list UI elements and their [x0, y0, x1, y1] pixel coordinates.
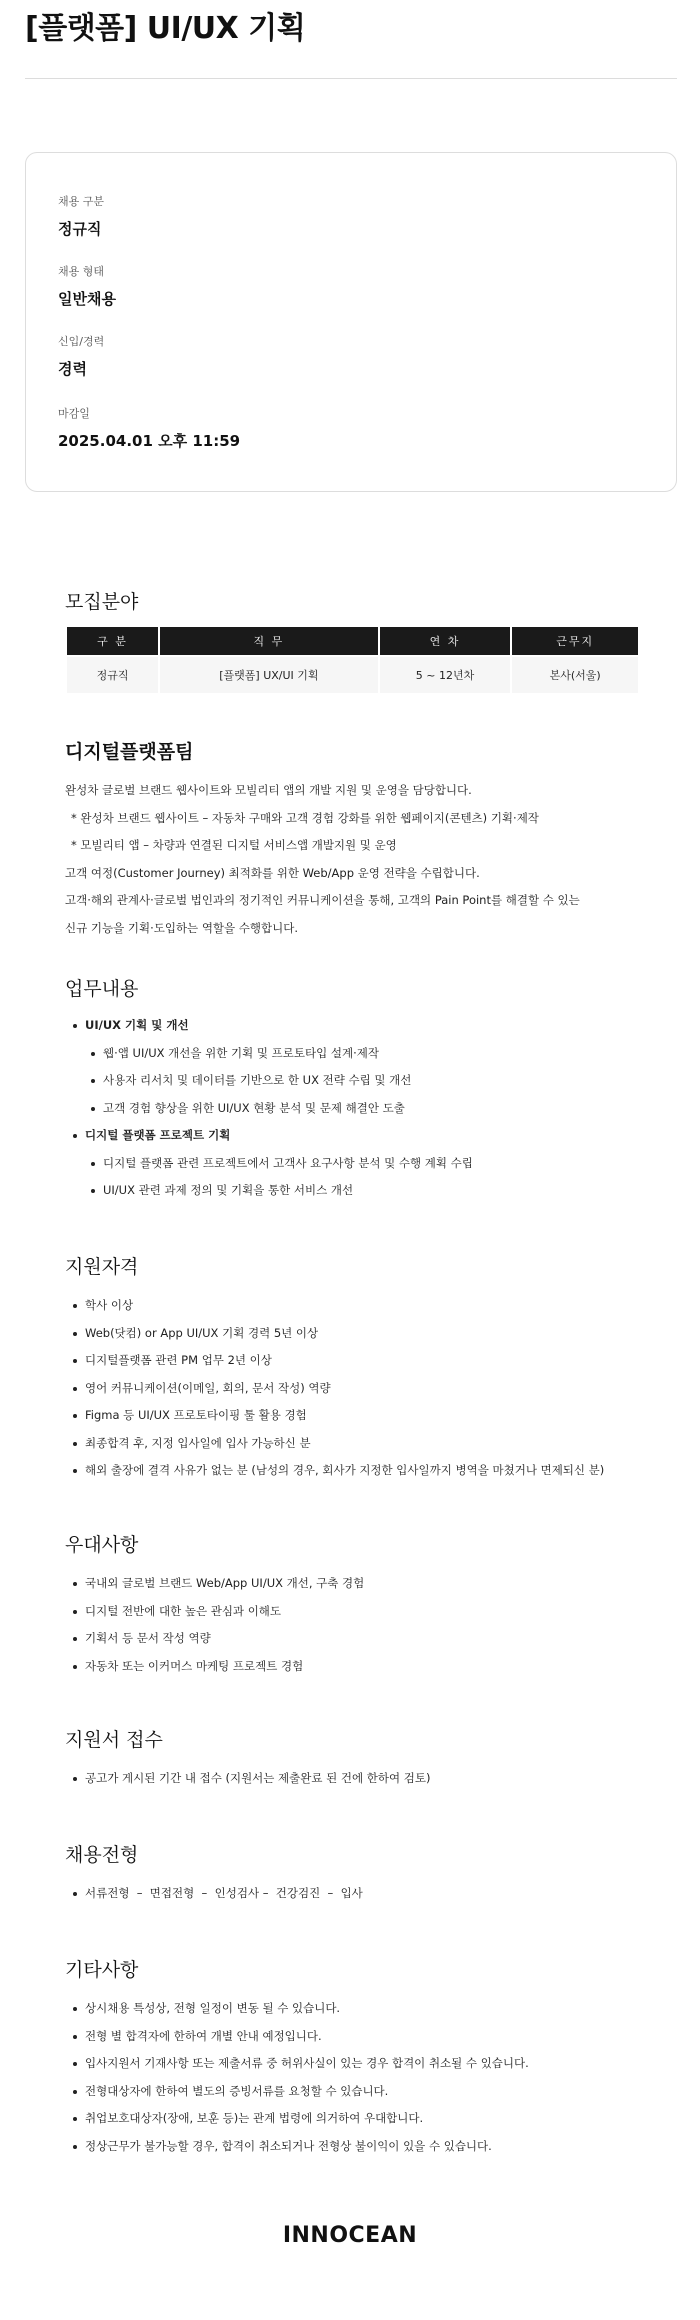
info-item-career-level: [58, 333, 104, 379]
recruit-table: [65, 627, 640, 693]
qualifications-heading: 지원자격: [65, 1256, 139, 1278]
column-header: 직 무: [160, 627, 378, 655]
text-line: * 완성차 브랜드 웹사이트 – 자동차 구매와 고객 경험 강화를 위한 웹페이지(콘텐츠) 기획·제작: [71, 810, 539, 825]
info-item-employment-category: [58, 193, 104, 239]
text-line: 신규 기능을 기획·도입하는 역할을 수행합니다.: [65, 920, 299, 935]
list-item: 국내외 글로벌 브랜드 Web/App UI/UX 개선, 구축 경험: [65, 1570, 364, 1598]
team-heading: 디지털플랫폼팀: [65, 741, 194, 763]
list-item: 학사 이상: [65, 1292, 604, 1320]
list-item: Figma 등 UI/UX 프로토타이핑 툴 활용 경험: [65, 1402, 604, 1430]
apply-list: [65, 1765, 430, 1793]
list-item: 디지털플랫폼 관련 PM 업무 2년 이상: [65, 1347, 604, 1375]
column-header: 근무지: [512, 627, 638, 655]
qualifications-list: [65, 1292, 604, 1485]
table-cell: 본사(서울): [512, 655, 638, 693]
preferred-heading: 우대사항: [65, 1534, 139, 1556]
list-item: 디지털 플랫폼 관련 프로젝트에서 고객사 요구사항 분석 및 수행 계획 수립: [65, 1150, 473, 1178]
list-item: 공고가 게시된 기간 내 접수 (지원서는 제출완료 된 건에 한하여 검토): [65, 1765, 430, 1793]
list-item: 디지털 전반에 대한 높은 관심과 이해도: [65, 1598, 364, 1626]
innocean-logo: INNOCEAN: [282, 2223, 418, 2248]
info-value: 경력: [58, 360, 87, 378]
column-header: 구 분: [67, 627, 158, 655]
duties-list: [65, 1012, 473, 1205]
info-label: 채용 구분: [58, 195, 105, 208]
table-cell: [플랫폼] UX/UI 기획: [160, 655, 378, 693]
title-divider: [25, 78, 677, 79]
list-item: 사용자 리서치 및 데이터를 기반으로 한 UX 전략 수립 및 개선: [65, 1067, 473, 1095]
page-title: [플랫폼] UI/UX 기획: [25, 11, 306, 46]
etc-list: [65, 1995, 529, 2160]
list-item: 전형 별 합격자에 한하여 개별 안내 예정입니다.: [65, 2023, 529, 2051]
list-item: 상시채용 특성상, 전형 일정이 변동 될 수 있습니다.: [65, 1995, 529, 2023]
text-line: * 모빌리티 앱 – 차량과 연결된 디지털 서비스앱 개발지원 및 운영: [71, 838, 397, 852]
process-heading: 채용전형: [65, 1844, 139, 1866]
text-line: 고객·해외 관계사·글로벌 법인과의 정기적인 커뮤니케이션을 통해, 고객의 Pain Point를 해결할 수 있는: [65, 893, 580, 907]
etc-heading: 기타사항: [65, 1959, 139, 1981]
list-item: UI/UX 기획 및 개선: [65, 1012, 473, 1040]
info-item-employment-type: [58, 263, 116, 309]
list-item: 입사지원서 기재사항 또는 제출서류 중 허위사실이 있는 경우 합격이 취소될 수 있습니다.: [65, 2050, 529, 2078]
table-row: [67, 655, 638, 693]
list-item: 취업보호대상자(장애, 보훈 등)는 관계 법령에 의거하여 우대합니다.: [65, 2105, 529, 2133]
text-line: 고객 여정(Customer Journey) 최적화를 위한 Web/App 운영 전략을 수립합니다.: [65, 865, 480, 880]
team-description: [65, 777, 580, 942]
info-label: 신입/경력: [58, 335, 105, 348]
recruit-table-header: [67, 627, 638, 655]
list-item: 정상근무가 불가능할 경우, 합격이 취소되거나 전형상 불이익이 있을 수 있습니다.: [65, 2133, 529, 2161]
list-item: 해외 출장에 결격 사유가 없는 분 (남성의 경우, 회사가 지정한 입사일까지 병역을 마쳤거나 면제되신 분): [65, 1457, 604, 1485]
info-label: 마감일: [58, 407, 90, 420]
list-item: UI/UX 관련 과제 정의 및 기획을 통한 서비스 개선: [65, 1177, 473, 1205]
recruit-heading: 모집분야: [65, 591, 139, 613]
list-item: 전형대상자에 한하여 별도의 증빙서류를 요청할 수 있습니다.: [65, 2078, 529, 2106]
table-cell: 정규직: [67, 655, 158, 693]
table-cell: 5 ~ 12년차: [380, 655, 511, 693]
list-item: 고객 경험 향상을 위한 UI/UX 현황 분석 및 문제 해결안 도출: [65, 1095, 473, 1123]
info-value: 2025.04.01 오후 11:59: [58, 432, 241, 450]
info-value: 일반채용: [58, 290, 116, 308]
list-item: 기획서 등 문서 작성 역량: [65, 1625, 364, 1653]
text-line: 완성차 글로벌 브랜드 웹사이트와 모빌리티 앱의 개발 지원 및 운영을 담당합니다.: [65, 783, 472, 797]
preferred-list: [65, 1570, 364, 1680]
info-label: 채용 형태: [58, 265, 105, 278]
info-item-deadline: [58, 405, 240, 451]
list-item: 자동차 또는 이커머스 마케팅 프로젝트 경험: [65, 1653, 364, 1681]
duties-heading: 업무내용: [65, 978, 139, 1000]
list-item: 최종합격 후, 지정 입사일에 입사 가능하신 분: [65, 1430, 604, 1458]
column-header: 연 차: [380, 627, 511, 655]
list-item: 웹·앱 UI/UX 개선을 위한 기획 및 프로토타입 설계·제작: [65, 1040, 473, 1068]
list-item: 디지털 플랫폼 프로젝트 기획: [65, 1122, 473, 1150]
info-value: 정규직: [58, 220, 102, 238]
list-item: Web(닷컴) or App UI/UX 기획 경력 5년 이상: [65, 1320, 604, 1348]
job-info-card: [25, 152, 677, 492]
process-list: [65, 1880, 363, 1908]
list-item: 영어 커뮤니케이션(이메일, 회의, 문서 작성) 역량: [65, 1375, 604, 1403]
list-item: 서류전형 – 면접전형 – 인성검사 – 건강검진 – 입사: [65, 1880, 363, 1908]
apply-heading: 지원서 접수: [65, 1729, 163, 1751]
